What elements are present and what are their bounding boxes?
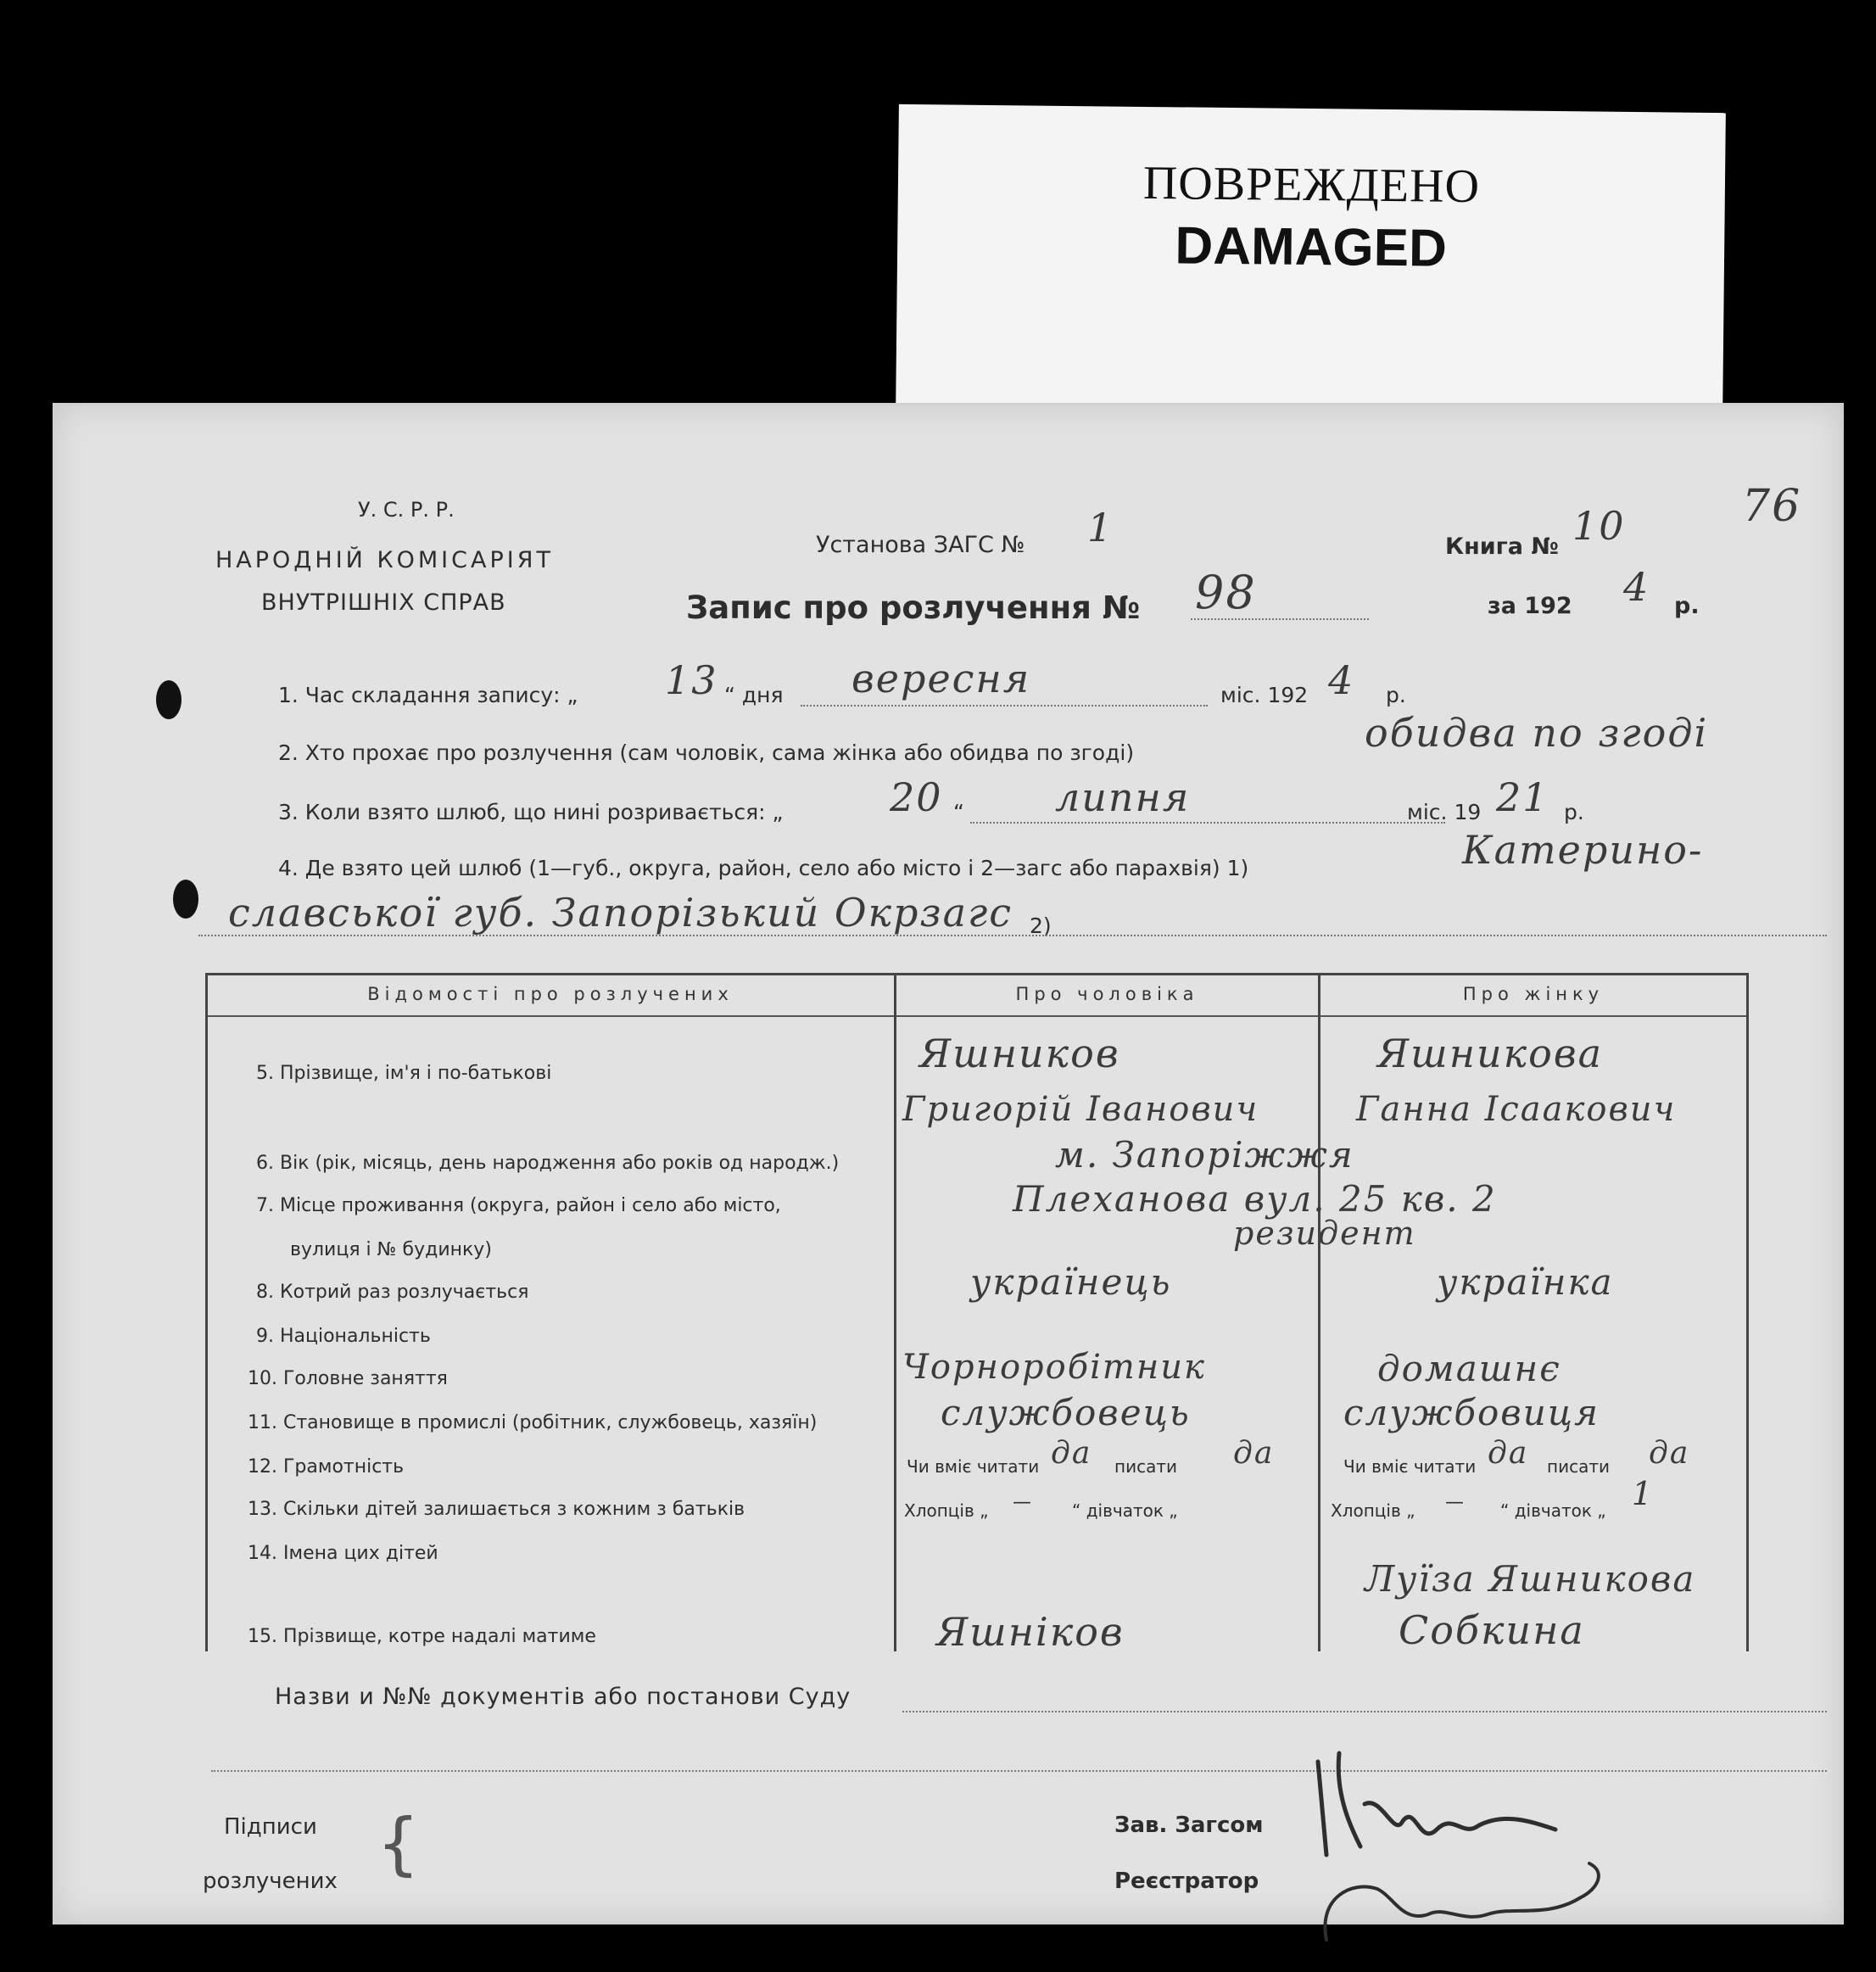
wife-surname: Яшникова [1377, 1031, 1604, 1076]
husband-girls-label: “ дівчаток „ [1072, 1500, 1178, 1521]
registrar-label: Реєстратор [1114, 1869, 1259, 1894]
table-col-divider-1 [894, 973, 896, 1651]
row-label-13: 13. Скільки дітей залишається з кожним з батьків [248, 1499, 745, 1520]
row-label-9: 9. Національність [256, 1326, 431, 1347]
book-number: 10 [1572, 503, 1626, 549]
field-3-month: липня [1055, 774, 1191, 820]
table-header-wife: Про жінку [1462, 984, 1605, 1004]
wife-occupation: домашнє [1377, 1348, 1561, 1389]
wife-child-name: Луїза Яшникова [1365, 1558, 1696, 1600]
wife-read-value: да [1488, 1436, 1529, 1471]
wife-name: Ганна Ісаакович [1356, 1090, 1677, 1129]
row-label-8: 8. Котрий раз розлучається [256, 1282, 529, 1303]
wife-girls-value: 1 [1632, 1475, 1655, 1512]
husband-surname: Яшников [919, 1031, 1120, 1076]
damaged-label-ru: ПОВРЕЖДЕНО [1142, 156, 1481, 214]
divorce-record-form [53, 403, 1844, 1925]
punch-hole [173, 880, 198, 919]
table-header-info: Відомості про розлучених [367, 984, 734, 1004]
field-1-month: вересня [851, 656, 1031, 701]
row-label-7b: вулиця і № будинку) [290, 1239, 492, 1260]
husband-new-surname: Яшніков [936, 1609, 1125, 1655]
book-label: Книга № [1445, 534, 1559, 560]
wife-girls-label: “ дівчаток „ [1500, 1500, 1606, 1521]
table-header-border [205, 1015, 1749, 1017]
head-label: Зав. Загсом [1114, 1813, 1264, 1838]
damaged-label-card [896, 104, 1726, 418]
field-4-line [198, 935, 1827, 936]
signatures-label-1: Підписи [224, 1814, 317, 1840]
wife-new-surname: Собкина [1399, 1607, 1585, 1653]
field-1-suffix: р. [1386, 683, 1406, 707]
wife-position: службовиця [1343, 1392, 1600, 1433]
page-number: 76 [1742, 481, 1802, 532]
husband-write-value: да [1233, 1436, 1275, 1471]
husband-boys-value: — [1013, 1492, 1031, 1513]
wife-nationality: українка [1437, 1261, 1614, 1303]
husband-write-label: писати [1114, 1456, 1177, 1477]
field-1-day: 13 [665, 657, 718, 703]
row-label-11: 11. Становище в промислі (робітник, службовець, хазяїн) [248, 1412, 818, 1433]
shared-resident: резидент [1233, 1215, 1416, 1252]
husband-boys-label: Хлопців „ [904, 1500, 989, 1521]
field-2-value: обидва по згоді [1365, 710, 1709, 756]
commissariat-line-1: НАРОДНІЙ КОМІСАРІЯТ [215, 547, 554, 573]
field-4-value-b: славської губ. Запорізький Окрзагс [228, 890, 1013, 936]
row-label-14: 14. Імена цих дітей [248, 1543, 438, 1564]
shared-city: м. Запоріжжя [1055, 1134, 1354, 1176]
signatures-label-2: розлучених [203, 1869, 338, 1894]
year-value: 4 [1623, 564, 1650, 610]
republic-label: У. С. Р. Р. [358, 498, 455, 522]
shared-address: Плеханова вул. 25 кв. 2 [1013, 1178, 1497, 1220]
table-right-border [1746, 973, 1749, 1651]
signatures-brace: { [377, 1804, 420, 1883]
table-header-husband: Про чоловіка [1015, 984, 1199, 1004]
row-label-10: 10. Головне заняття [248, 1368, 448, 1389]
table-left-border [205, 973, 208, 1651]
field-1-year: 4 [1328, 657, 1355, 703]
documents-label: Назви и №№ документів або постанови Суду [275, 1684, 851, 1710]
wife-write-label: писати [1547, 1456, 1610, 1477]
husband-nationality: українець [970, 1261, 1172, 1303]
year-suffix: р. [1674, 593, 1700, 619]
field-2-label: 2. Хто прохає про розлучення (сам чоловік, сама жінка або обидва по згоді) [278, 740, 1135, 765]
table-top-border [205, 973, 1749, 975]
documents-line [902, 1711, 1827, 1712]
damaged-label-en: DAMAGED [1175, 216, 1448, 278]
field-4-value-a: Катерино- [1462, 827, 1704, 873]
field-3-mid: “ [953, 800, 964, 824]
field-4-label: 4. Де взято цей шлюб (1—губ., округа, район, село або місто і 2—загс або парахвія) 1) [278, 856, 1249, 880]
record-number: 98 [1195, 566, 1257, 619]
wife-boys-label: Хлопців „ [1331, 1500, 1415, 1521]
row-label-6: 6. Вік (рік, місяць, день народження або років од народж.) [256, 1153, 840, 1174]
field-1-year-label: міс. 192 [1220, 683, 1309, 707]
husband-position: службовець [941, 1392, 1191, 1433]
year-label: за 192 [1488, 593, 1572, 619]
husband-read-label: Чи вміє читати [907, 1456, 1040, 1477]
record-number-line [1191, 618, 1369, 620]
field-1-label: 1. Час складання запису: „ [278, 683, 578, 707]
husband-read-value: да [1051, 1436, 1092, 1471]
row-label-12: 12. Грамотність [248, 1456, 405, 1478]
field-4-label-2: 2) [1030, 913, 1052, 938]
punch-hole [156, 680, 181, 719]
husband-name: Григорій Іванович [902, 1090, 1259, 1129]
wife-write-value: да [1649, 1436, 1690, 1471]
field-3-year-label: міс. 19 [1407, 800, 1482, 824]
field-3-suffix: р. [1564, 800, 1584, 824]
field-3-line [970, 822, 1445, 824]
field-1-mid: “ дня [724, 683, 784, 707]
record-title: Запис про розлучення № [686, 589, 1141, 626]
table-col-divider-2 [1318, 973, 1320, 1651]
field-3-day: 20 [890, 774, 943, 820]
husband-occupation: Чорноробітник [902, 1348, 1206, 1387]
signatures-handwritten [1301, 1728, 1657, 1948]
row-label-15: 15. Прізвище, котре надалі матиме [248, 1626, 596, 1647]
zags-label: Установа ЗАГС № [816, 532, 1025, 558]
commissariat-line-2: ВНУТРІШНІХ СПРАВ [261, 589, 506, 616]
field-3-label: 3. Коли взято шлюб, що нині розривається: „ [278, 800, 784, 824]
wife-read-label: Чи вміє читати [1343, 1456, 1477, 1477]
row-label-7: 7. Місце проживання (округа, район і село або місто, [256, 1195, 781, 1216]
wife-boys-value: — [1445, 1492, 1464, 1513]
field-3-year: 21 [1496, 774, 1549, 820]
row-label-5: 5. Прізвище, ім'я і по-батькові [256, 1063, 552, 1084]
zags-number: 1 [1087, 505, 1114, 550]
field-1-line [801, 705, 1208, 707]
